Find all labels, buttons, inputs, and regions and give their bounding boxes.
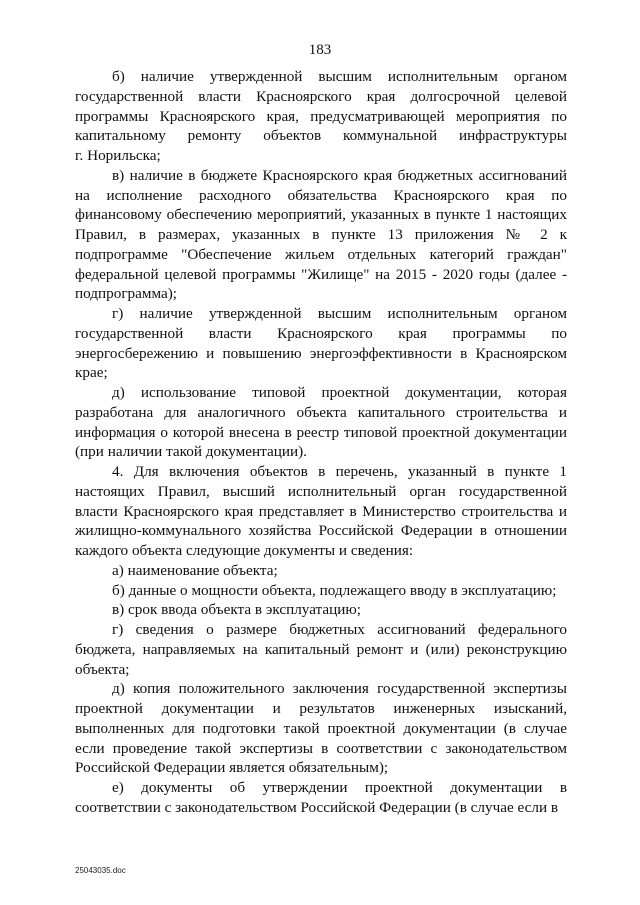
- page-number: 183: [308, 42, 332, 58]
- paragraph-line: подпрограмма);: [75, 285, 178, 303]
- paragraph-line: (при наличии такой документации).: [75, 443, 307, 461]
- paragraph-p4g: [75, 620, 567, 679]
- paragraph-line: проектной документации и результатов инженерных изысканий,: [75, 700, 567, 717]
- paragraph-line: 4. Для включения объектов в перечень, указанный в пункте 1: [112, 463, 567, 480]
- paragraph-line: если проведение такой экспертизы в соответствии с законодательством: [75, 739, 567, 757]
- paragraph-line: б) наличие утвержденной высшим исполнительным органом: [112, 68, 567, 85]
- paragraph-b: [75, 67, 567, 166]
- paragraph-line: информация о которой внесена в реестр типовой проектной документации: [75, 423, 567, 441]
- paragraph-line: в) срок ввода объекта в эксплуатацию;: [112, 601, 361, 619]
- paragraph-line: Правил, в размерах, указанных в пункте 13 приложения № 2 к: [75, 226, 567, 243]
- paragraph-line: г) сведения о размере бюджетных ассигнований федерального: [112, 621, 567, 638]
- paragraph-line: б) данные о мощности объекта, подлежащего вводу в эксплуатацию;: [112, 581, 557, 599]
- paragraph-line: объекта;: [75, 660, 130, 678]
- paragraph-line: финансовому обеспечению мероприятий, указанных в пункте 1 настоящих: [75, 206, 567, 224]
- paragraph-v: [75, 166, 567, 304]
- paragraph-p4e: [75, 778, 567, 818]
- paragraph-line: г) наличие утвержденной высшим исполнительным органом: [112, 305, 567, 322]
- paragraph-line: соответствии с законодательством Российской Федерации (в случае если в: [75, 798, 559, 816]
- paragraph-line: выполненных для подготовки такой проектной документации (в случае: [75, 719, 567, 737]
- paragraph-line: государственной власти Красноярского края программы по: [75, 324, 567, 342]
- paragraph-line: подпрограмме "Обеспечение жильем отдельных категорий граждан": [75, 245, 567, 263]
- document-body: [75, 67, 567, 818]
- paragraph-p4d: [75, 679, 567, 778]
- paragraph-line: на исполнение расходного обязательства Красноярского края по: [75, 186, 567, 204]
- paragraph-line: капитальному ремонту объектов коммунальной инфраструктуры: [75, 127, 567, 145]
- paragraph-line: настоящих Правил, высший исполнительный орган государственной: [75, 482, 567, 500]
- paragraph-line: Российской Федерации является обязательным);: [75, 759, 389, 777]
- paragraph-line: г. Норильска;: [75, 147, 161, 164]
- paragraph-p4a: [75, 561, 567, 581]
- paragraph-line: д) копия положительного заключения государственной экспертизы: [112, 680, 567, 698]
- paragraph-line: программы Красноярского края, предусматривающей мероприятия по: [75, 107, 567, 125]
- paragraph-p4v: [75, 600, 567, 620]
- paragraph-p4: [75, 462, 567, 561]
- paragraph-line: государственной власти Красноярского края долгосрочной целевой: [75, 87, 567, 105]
- paragraph-line: разработана для аналогичного объекта капитального строительства и: [75, 403, 567, 421]
- paragraph-line: крае;: [75, 364, 108, 382]
- paragraph-g: [75, 304, 567, 383]
- paragraph-d: [75, 383, 567, 462]
- paragraph-line: власти Красноярского края представляет в Министерство строительства и: [75, 502, 567, 520]
- paragraph-line: каждого объекта следующие документы и сведения:: [75, 542, 414, 559]
- paragraph-line: бюджета, направляемых на капитальный ремонт и (или) реконструкцию: [75, 640, 567, 658]
- paragraph-line: е) документы об утверждении проектной документации в: [112, 779, 567, 796]
- paragraph-p4b: [75, 581, 567, 601]
- paragraph-line: жилищно-коммунального хозяйства Российской Федерации в отношении: [75, 522, 567, 540]
- paragraph-line: в) наличие в бюджете Красноярского края бюджетных ассигнований: [112, 166, 567, 184]
- paragraph-line: д) использование типовой проектной документации, которая: [112, 384, 567, 401]
- footer-file-name: 25043035.doc: [75, 866, 126, 875]
- paragraph-line: энергосбережению и повышению энергоэффективности в Красноярском: [75, 344, 567, 362]
- paragraph-line: федеральной целевой программы "Жилище" на 2015 - 2020 годы (далее -: [75, 265, 567, 283]
- paragraph-line: а) наименование объекта;: [112, 561, 278, 579]
